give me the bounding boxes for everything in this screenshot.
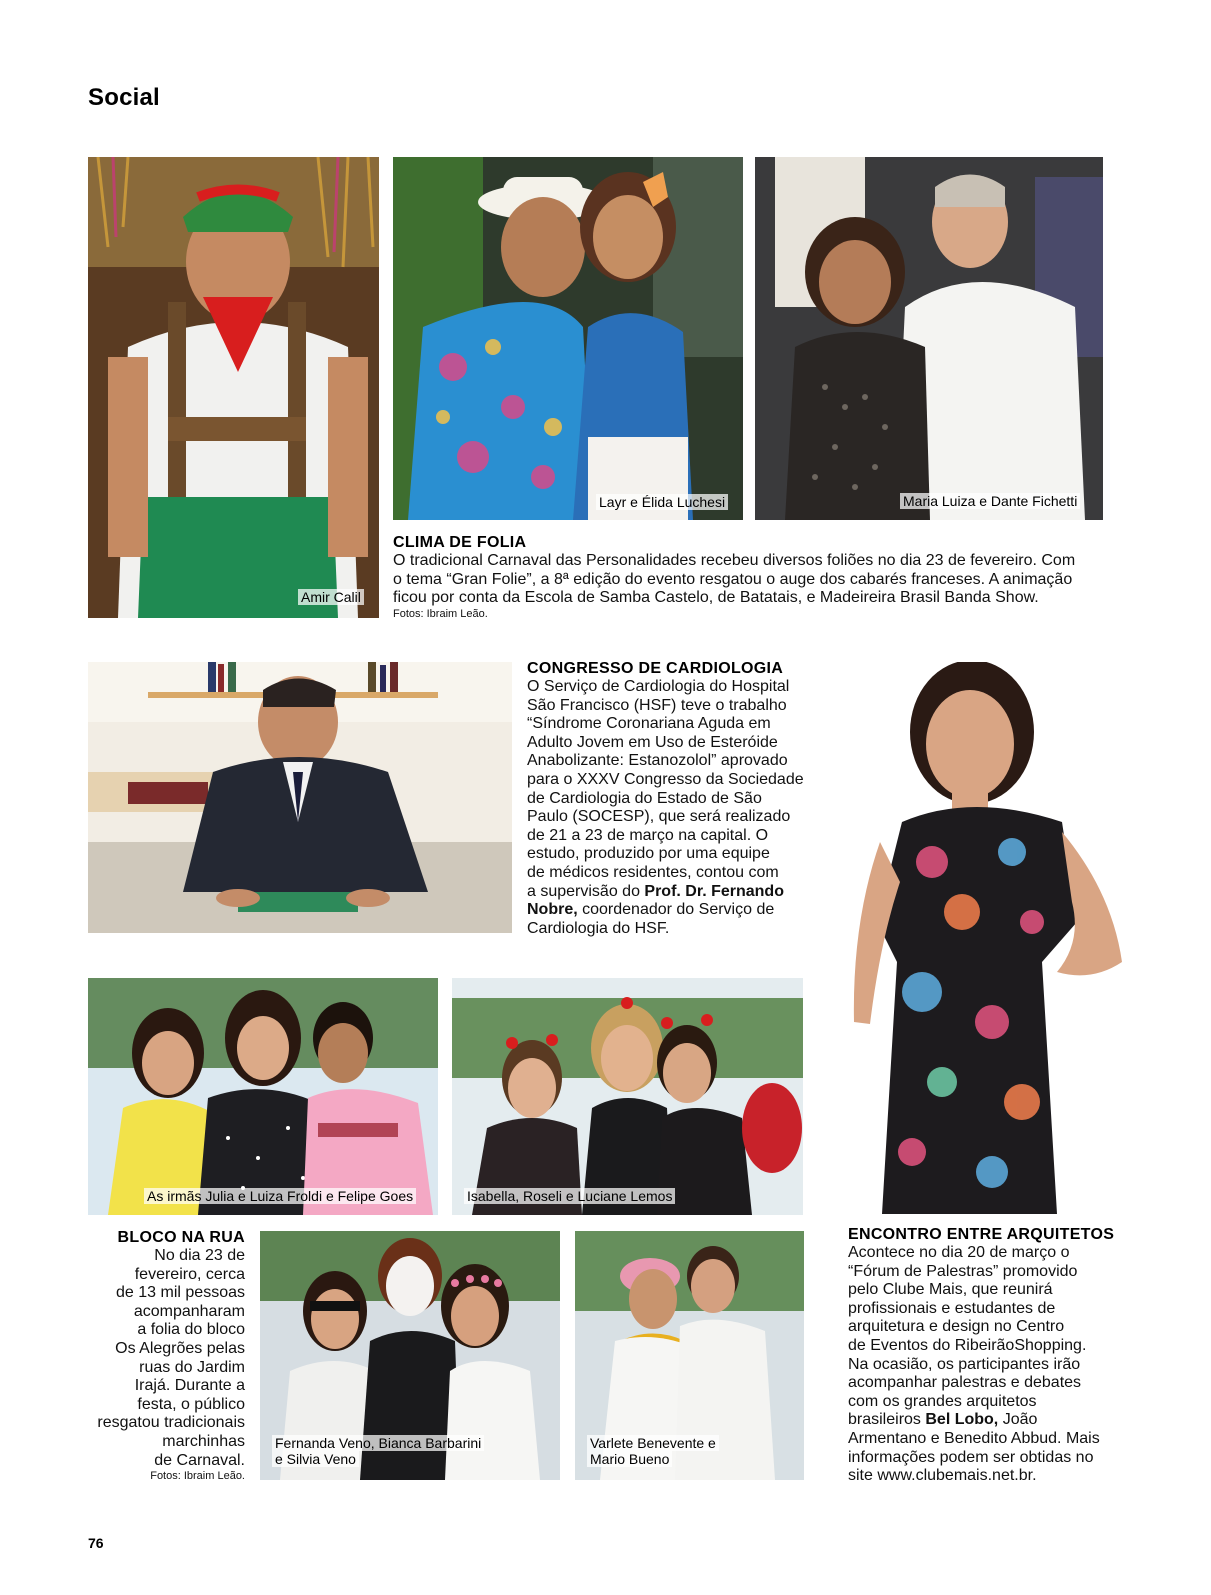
encontro-arquitetos-heading: ENCONTRO ENTRE ARQUITETOS [848, 1226, 1115, 1243]
cardio-line-11: de médicos residentes, contou com [527, 863, 779, 881]
arq-line-4: profissionais e estudantes de [848, 1299, 1056, 1317]
photo-amir-calil-image [88, 157, 379, 618]
bloco-line-8: Irajá. Durante a [134, 1377, 245, 1395]
photo-fernando-nobre-image [88, 662, 512, 933]
encontro-arquitetos-article [848, 1226, 1118, 1486]
arq-name-bold: Bel Lobo, [925, 1411, 999, 1429]
photo-layr-elida-image [393, 157, 743, 520]
photo-lemos [452, 978, 803, 1215]
cardio-line-10: estudo, produzido por uma equipe [527, 845, 770, 863]
clima-de-folia-line-3: ficou por conta da Escola de Samba Castelo, de Batatais, e Madeireira Brasil Banda Show. [393, 589, 1039, 607]
caption-veno-line-2: e Silvia Veno [272, 1451, 359, 1467]
caption-benevente-line-2: Mario Bueno [587, 1451, 672, 1467]
arq-line-13: site www.clubemais.net.br. [848, 1467, 1037, 1485]
arq-line-10-pre: brasileiros [848, 1411, 926, 1429]
bloco-line-1: No dia 23 de [154, 1247, 245, 1264]
bloco-line-5: a folia do bloco [137, 1321, 245, 1339]
bloco-line-2: fevereiro, cerca [134, 1265, 245, 1283]
photo-maria-dante-image [755, 157, 1103, 520]
cardio-line-6: para o XXXV Congresso da Sociedade [527, 770, 804, 788]
photo-layr-elida [393, 157, 743, 520]
bloco-credit: Fotos: Ibraim Leão. [150, 1470, 245, 1483]
cardio-line-3: “Síndrome Coronariana Aguda em [527, 715, 771, 733]
arq-line-12: informações podem ser obtidas no [848, 1448, 1094, 1466]
congresso-cardiologia-heading: CONGRESSO DE CARDIOLOGIA [527, 660, 784, 677]
cardio-line-4: Adulto Jovem em Uso de Esteróide [527, 733, 778, 751]
caption-irmas-froldi: As irmãs Julia e Luiza Froldi e Felipe Goes [144, 1188, 416, 1204]
cardio-line-9: de 21 a 23 de março na capital. O [527, 826, 769, 844]
photo-benevente-bueno [575, 1231, 804, 1480]
arq-line-10-post: João [998, 1411, 1038, 1429]
page-number: 76 [88, 1535, 104, 1551]
cardio-line-12 [527, 883, 827, 902]
bloco-line-10: resgatou tradicionais [97, 1414, 245, 1432]
clima-de-folia-heading: CLIMA DE FOLIA [393, 534, 527, 551]
photo-irmas-froldi-image [88, 978, 438, 1215]
cardio-line-1: O Serviço de Cardiologia do Hospital [527, 678, 790, 695]
arq-line-11: Armentano e Benedito Abbud. Mais [848, 1429, 1100, 1447]
arq-line-5: arquitetura e design no Centro [848, 1318, 1065, 1336]
photo-fernando-nobre [88, 662, 512, 933]
arq-line-8: acompanhar palestras e debates [848, 1374, 1082, 1392]
bloco-na-rua-heading: BLOCO NA RUA [117, 1229, 245, 1246]
cardio-line-7: de Cardiologia do Estado de São [527, 789, 762, 807]
bloco-na-rua-article [88, 1229, 245, 1483]
bloco-line-6: Os Alegrões pelas [115, 1339, 245, 1357]
section-title: Social [88, 84, 160, 111]
cardio-line-13-text: coordenador do Serviço de [577, 901, 775, 919]
arq-line-10 [848, 1411, 1118, 1430]
photo-irmas-froldi [88, 978, 438, 1215]
photo-veno-barbarini [260, 1231, 560, 1480]
caption-amir-calil: Amir Calil [298, 589, 364, 605]
cardio-line-14: Cardiologia do HSF. [527, 919, 670, 937]
clima-de-folia-line-2: o tema “Gran Folie”, a 8ª edição do evento resgatou o auge dos cabarés franceses. A animação [393, 570, 1073, 588]
cardio-line-2: São Francisco (HSF) teve o trabalho [527, 696, 787, 714]
photo-arquitetos-portrait [842, 662, 1150, 1214]
cardio-line-12-text: a supervisão do [527, 882, 645, 900]
caption-veno-line-1: Fernanda Veno, Bianca Barbarini [272, 1435, 484, 1451]
bloco-line-4: acompanharam [133, 1302, 245, 1320]
arq-line-6: de Eventos do RibeirãoShopping. [848, 1336, 1087, 1354]
arq-line-1: Acontece no dia 20 de março o [848, 1244, 1070, 1261]
congresso-cardiologia-article [527, 660, 827, 938]
bloco-line-12: de Carnaval. [154, 1451, 245, 1469]
cardio-line-5: Anabolizante: Estanozolol” aprovado [527, 752, 788, 770]
arq-line-2: “Fórum de Palestras” promovido [848, 1262, 1078, 1280]
cardio-line-8: Paulo (SOCESP), que será realizado [527, 808, 791, 826]
cardio-name-bold-1: Prof. Dr. Fernando [644, 882, 784, 900]
arq-line-3: pelo Clube Mais, que reunirá [848, 1281, 1053, 1299]
photo-maria-dante [755, 157, 1103, 520]
caption-lemos: Isabella, Roseli e Luciane Lemos [464, 1188, 675, 1204]
arq-line-7: Na ocasião, os participantes irão [848, 1355, 1081, 1373]
photo-arquitetos-portrait-image [842, 662, 1150, 1214]
clima-de-folia-line-1: O tradicional Carnaval das Personalidades recebeu diversos foliões no dia 23 de fevereiro. Com [393, 552, 1076, 569]
caption-maria-dante: Maria Luiza e Dante Fichetti [900, 493, 1080, 509]
bloco-line-7: ruas do Jardim [139, 1358, 245, 1376]
bloco-line-3: de 13 mil pessoas [116, 1284, 245, 1302]
clima-de-folia-article [393, 534, 1103, 621]
bloco-line-11: marchinhas [162, 1432, 245, 1450]
bloco-line-9: festa, o público [137, 1395, 245, 1413]
caption-benevente-line-1: Varlete Benevente e [587, 1435, 719, 1451]
arq-line-9: com os grandes arquitetos [848, 1392, 1037, 1410]
photo-amir-calil [88, 157, 379, 618]
caption-layr-elida: Layr e Élida Luchesi [596, 494, 728, 510]
clima-de-folia-credit: Fotos: Ibraim Leão. [393, 607, 488, 620]
cardio-line-13 [527, 901, 827, 920]
photo-lemos-image [452, 978, 803, 1215]
cardio-name-bold-2: Nobre, [527, 901, 578, 919]
